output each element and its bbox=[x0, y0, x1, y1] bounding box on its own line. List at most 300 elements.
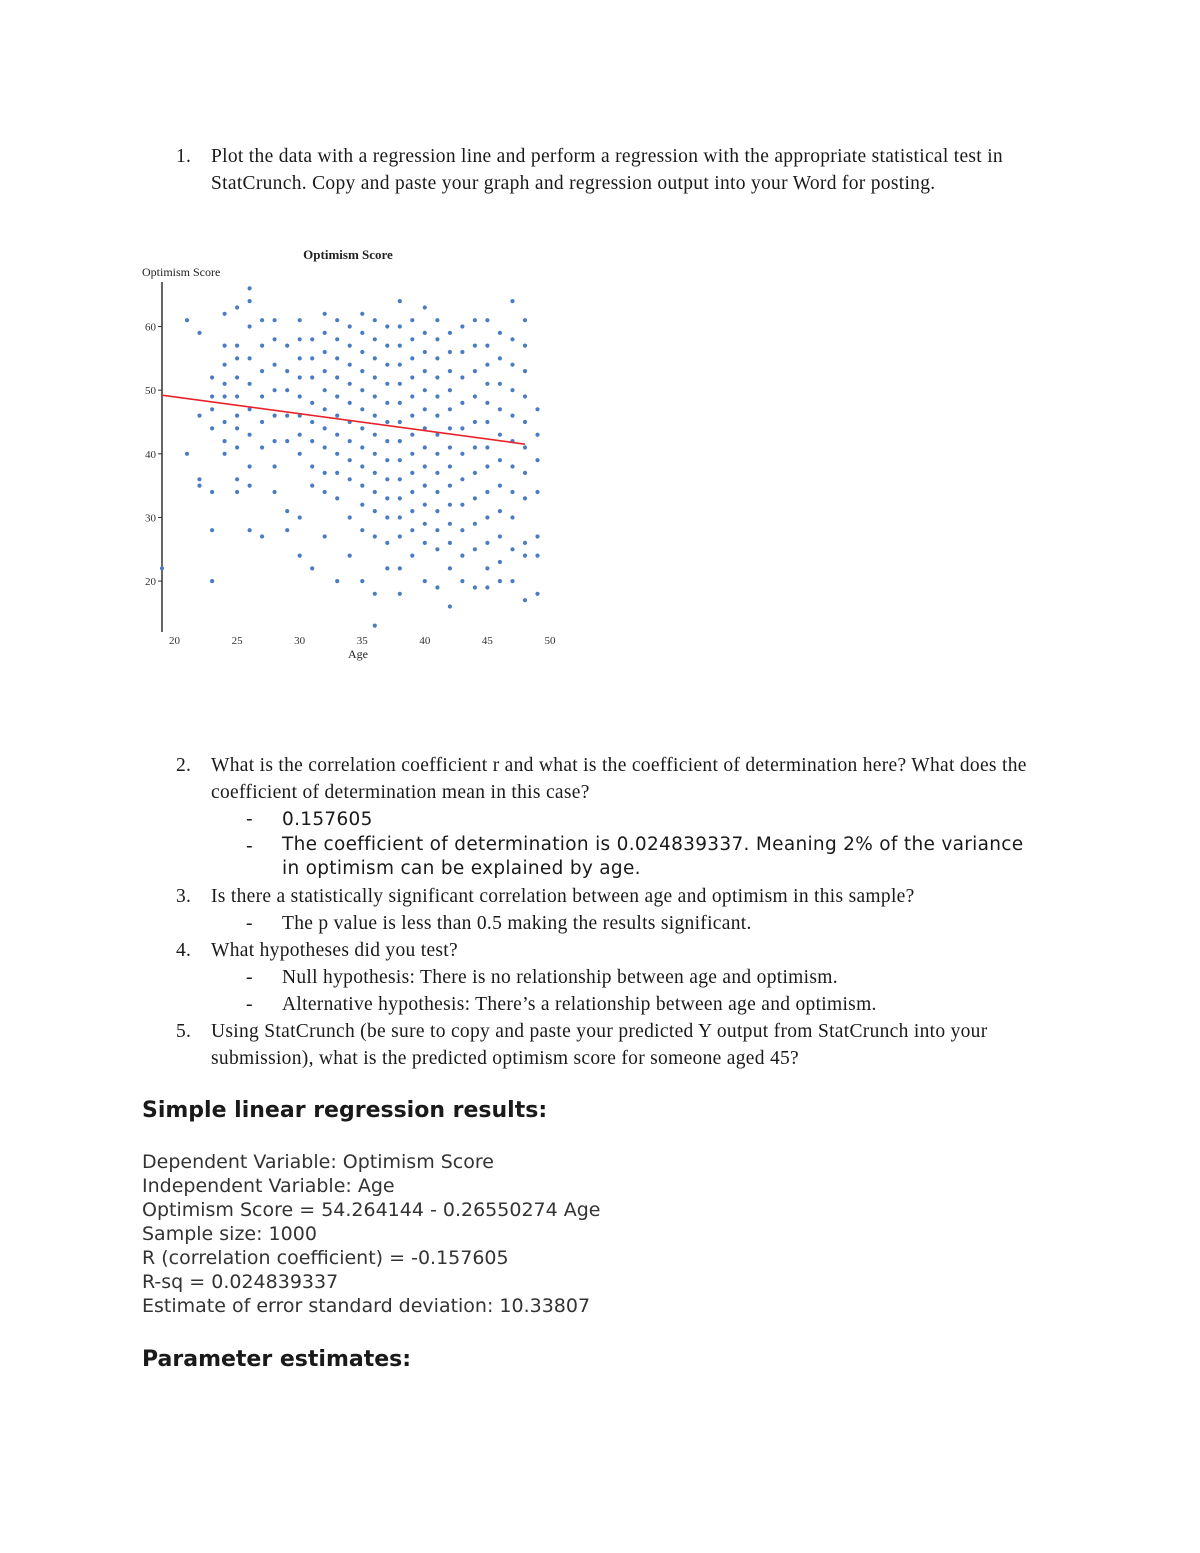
data-point bbox=[435, 528, 439, 532]
independent-variable: Independent Variable: Age bbox=[142, 1175, 395, 1197]
data-point bbox=[498, 331, 502, 335]
data-point bbox=[410, 509, 414, 513]
data-point bbox=[435, 452, 439, 456]
data-point bbox=[473, 496, 477, 500]
data-point bbox=[210, 579, 214, 583]
data-point bbox=[435, 337, 439, 341]
bullet-dash: - bbox=[246, 913, 253, 934]
x-axis-label: Age bbox=[348, 647, 368, 661]
data-point bbox=[448, 503, 452, 507]
data-point bbox=[510, 414, 514, 418]
data-point bbox=[435, 356, 439, 360]
data-point bbox=[460, 324, 464, 328]
data-point bbox=[485, 344, 489, 348]
data-point bbox=[410, 471, 414, 475]
question-number: 4. bbox=[176, 940, 192, 961]
data-point bbox=[498, 356, 502, 360]
data-point bbox=[385, 420, 389, 424]
data-point bbox=[423, 579, 427, 583]
x-tick-label: 25 bbox=[231, 635, 243, 647]
data-point bbox=[197, 484, 201, 488]
data-point bbox=[498, 484, 502, 488]
bullet-dash: - bbox=[246, 809, 253, 830]
data-point bbox=[373, 414, 377, 418]
data-point bbox=[523, 445, 527, 449]
data-point bbox=[260, 445, 264, 449]
data-point bbox=[335, 394, 339, 398]
data-point bbox=[535, 433, 539, 437]
data-point bbox=[485, 464, 489, 468]
data-point bbox=[235, 394, 239, 398]
data-point bbox=[460, 477, 464, 481]
data-point bbox=[510, 299, 514, 303]
correlation-coefficient: R (correlation coefficient) = -0.157605 bbox=[142, 1247, 509, 1269]
y-tick-label: 40 bbox=[145, 448, 156, 461]
data-point bbox=[398, 420, 402, 424]
question-number: 3. bbox=[176, 886, 192, 907]
x-tick-label: 40 bbox=[419, 635, 431, 647]
data-point bbox=[385, 496, 389, 500]
data-point bbox=[473, 318, 477, 322]
data-point bbox=[398, 382, 402, 386]
data-point bbox=[398, 401, 402, 405]
data-point bbox=[235, 490, 239, 494]
data-point bbox=[423, 350, 427, 354]
answer-text: The p value is less than 0.5 making the results significant. bbox=[282, 913, 752, 934]
data-point bbox=[285, 414, 289, 418]
data-point bbox=[373, 624, 377, 628]
data-points bbox=[160, 286, 540, 627]
data-point bbox=[523, 554, 527, 558]
data-point bbox=[273, 464, 277, 468]
data-point bbox=[398, 566, 402, 570]
data-point bbox=[385, 401, 389, 405]
x-tick-label: 50 bbox=[544, 635, 556, 647]
r-squared: R-sq = 0.024839337 bbox=[142, 1271, 339, 1293]
data-point bbox=[460, 426, 464, 430]
data-point bbox=[235, 445, 239, 449]
y-tick-label: 20 bbox=[145, 576, 156, 589]
results-heading: Simple linear regression results: bbox=[142, 1098, 548, 1123]
data-point bbox=[273, 363, 277, 367]
data-point bbox=[248, 484, 252, 488]
data-point bbox=[398, 299, 402, 303]
data-point bbox=[523, 318, 527, 322]
bullet-dash: - bbox=[246, 836, 253, 857]
data-point bbox=[323, 426, 327, 430]
data-point bbox=[510, 515, 514, 519]
data-point bbox=[398, 439, 402, 443]
data-point bbox=[535, 554, 539, 558]
data-point bbox=[360, 464, 364, 468]
data-point bbox=[498, 509, 502, 513]
data-point bbox=[285, 509, 289, 513]
y-tick-label: 60 bbox=[145, 321, 156, 334]
data-point bbox=[385, 324, 389, 328]
data-point bbox=[323, 490, 327, 494]
data-point bbox=[335, 375, 339, 379]
data-point bbox=[298, 318, 302, 322]
question-number: 5. bbox=[176, 1021, 192, 1042]
data-point bbox=[448, 388, 452, 392]
data-point bbox=[260, 344, 264, 348]
x-tick-label: 45 bbox=[481, 635, 493, 647]
x-tick-label: 30 bbox=[294, 635, 306, 647]
data-point bbox=[448, 426, 452, 430]
data-point bbox=[310, 356, 314, 360]
data-point bbox=[385, 458, 389, 462]
data-point bbox=[448, 484, 452, 488]
x-tick-label: 20 bbox=[169, 635, 181, 647]
data-point bbox=[323, 350, 327, 354]
data-point bbox=[448, 522, 452, 526]
data-point bbox=[260, 369, 264, 373]
data-point bbox=[360, 312, 364, 316]
data-point bbox=[485, 382, 489, 386]
scatter-chart bbox=[130, 240, 570, 680]
question-text: What hypotheses did you test? bbox=[211, 940, 458, 961]
data-point bbox=[235, 426, 239, 430]
data-point bbox=[523, 369, 527, 373]
data-point bbox=[260, 318, 264, 322]
data-point bbox=[248, 286, 252, 290]
parameter-heading: Parameter estimates: bbox=[142, 1347, 412, 1372]
data-point bbox=[398, 534, 402, 538]
data-point bbox=[285, 388, 289, 392]
data-point bbox=[310, 420, 314, 424]
data-point bbox=[298, 337, 302, 341]
data-point bbox=[460, 503, 464, 507]
data-point bbox=[210, 528, 214, 532]
data-point bbox=[335, 496, 339, 500]
data-point bbox=[210, 426, 214, 430]
data-point bbox=[510, 579, 514, 583]
data-point bbox=[285, 344, 289, 348]
data-point bbox=[335, 356, 339, 360]
data-point bbox=[348, 363, 352, 367]
data-point bbox=[310, 401, 314, 405]
data-point bbox=[348, 401, 352, 405]
data-point bbox=[323, 312, 327, 316]
data-point bbox=[235, 344, 239, 348]
data-point bbox=[160, 566, 164, 570]
data-point bbox=[298, 375, 302, 379]
data-point bbox=[360, 426, 364, 430]
regression-line bbox=[162, 395, 525, 444]
data-point bbox=[410, 375, 414, 379]
data-point bbox=[273, 414, 277, 418]
data-point bbox=[210, 394, 214, 398]
question-text: Is there a statistically significant correlation between age and optimism in this sample? bbox=[211, 886, 915, 907]
data-point bbox=[235, 305, 239, 309]
data-point bbox=[373, 452, 377, 456]
data-point bbox=[473, 369, 477, 373]
data-point bbox=[323, 534, 327, 538]
data-point bbox=[385, 382, 389, 386]
data-point bbox=[410, 554, 414, 558]
data-point bbox=[335, 337, 339, 341]
data-point bbox=[348, 477, 352, 481]
data-point bbox=[373, 337, 377, 341]
x-ticks bbox=[169, 635, 556, 647]
data-point bbox=[498, 458, 502, 462]
data-point bbox=[423, 484, 427, 488]
data-point bbox=[435, 414, 439, 418]
regression-equation: Optimism Score = 54.264144 - 0.26550274 Age bbox=[142, 1199, 601, 1221]
data-point bbox=[360, 369, 364, 373]
data-point bbox=[348, 344, 352, 348]
data-point bbox=[385, 439, 389, 443]
data-point bbox=[260, 394, 264, 398]
question-number: 1. bbox=[176, 146, 192, 167]
data-point bbox=[398, 477, 402, 481]
data-point bbox=[348, 439, 352, 443]
data-point bbox=[348, 382, 352, 386]
data-point bbox=[310, 439, 314, 443]
data-point bbox=[410, 433, 414, 437]
data-point bbox=[360, 503, 364, 507]
data-point bbox=[435, 490, 439, 494]
data-point bbox=[310, 484, 314, 488]
data-point bbox=[323, 331, 327, 335]
data-point bbox=[210, 375, 214, 379]
data-point bbox=[285, 369, 289, 373]
data-point bbox=[273, 388, 277, 392]
data-point bbox=[510, 337, 514, 341]
data-point bbox=[460, 350, 464, 354]
data-point bbox=[248, 464, 252, 468]
data-point bbox=[223, 344, 227, 348]
data-point bbox=[460, 375, 464, 379]
data-point bbox=[448, 369, 452, 373]
data-point bbox=[360, 388, 364, 392]
data-point bbox=[448, 350, 452, 354]
data-point bbox=[248, 324, 252, 328]
data-point bbox=[448, 541, 452, 545]
data-point bbox=[460, 579, 464, 583]
data-point bbox=[423, 464, 427, 468]
data-point bbox=[323, 445, 327, 449]
data-point bbox=[360, 579, 364, 583]
data-point bbox=[298, 433, 302, 437]
data-point bbox=[448, 407, 452, 411]
data-point bbox=[523, 541, 527, 545]
data-point bbox=[323, 407, 327, 411]
data-point bbox=[298, 554, 302, 558]
data-point bbox=[360, 528, 364, 532]
data-point bbox=[473, 394, 477, 398]
data-point bbox=[535, 490, 539, 494]
data-point bbox=[385, 363, 389, 367]
data-point bbox=[335, 433, 339, 437]
data-point bbox=[373, 509, 377, 513]
data-point bbox=[235, 375, 239, 379]
data-point bbox=[223, 382, 227, 386]
data-point bbox=[423, 522, 427, 526]
y-tick-label: 50 bbox=[145, 385, 156, 398]
data-point bbox=[185, 452, 189, 456]
data-point bbox=[235, 356, 239, 360]
data-point bbox=[385, 344, 389, 348]
data-point bbox=[385, 566, 389, 570]
data-point bbox=[460, 528, 464, 532]
data-point bbox=[298, 452, 302, 456]
data-point bbox=[423, 541, 427, 545]
data-point bbox=[398, 515, 402, 519]
data-point bbox=[373, 433, 377, 437]
question-text: What is the correlation coefficient r and what is the coefficient of determination here? What does the coefficient of determination mean in this case? bbox=[211, 755, 1027, 803]
data-point bbox=[285, 439, 289, 443]
data-point bbox=[323, 388, 327, 392]
data-point bbox=[360, 445, 364, 449]
data-point bbox=[473, 420, 477, 424]
data-point bbox=[385, 515, 389, 519]
data-point bbox=[248, 382, 252, 386]
data-point bbox=[423, 388, 427, 392]
data-point bbox=[523, 598, 527, 602]
data-point bbox=[473, 522, 477, 526]
data-point bbox=[373, 356, 377, 360]
data-point bbox=[348, 515, 352, 519]
data-point bbox=[435, 547, 439, 551]
data-point bbox=[373, 394, 377, 398]
data-point bbox=[460, 452, 464, 456]
answer-text: 0.157605 bbox=[282, 809, 373, 830]
data-point bbox=[398, 324, 402, 328]
data-point bbox=[473, 344, 477, 348]
data-point bbox=[197, 477, 201, 481]
data-point bbox=[485, 541, 489, 545]
data-point bbox=[373, 490, 377, 494]
data-point bbox=[485, 515, 489, 519]
chart-title: Optimism Score bbox=[303, 247, 393, 262]
data-point bbox=[335, 579, 339, 583]
data-point bbox=[423, 445, 427, 449]
data-point bbox=[373, 318, 377, 322]
data-point bbox=[423, 331, 427, 335]
data-point bbox=[423, 407, 427, 411]
data-point bbox=[498, 433, 502, 437]
data-point bbox=[485, 490, 489, 494]
data-point bbox=[373, 375, 377, 379]
data-point bbox=[248, 528, 252, 532]
answer-text: Alternative hypothesis: There’s a relationship between age and optimism. bbox=[282, 994, 877, 1015]
x-tick-label: 35 bbox=[356, 635, 368, 647]
data-point bbox=[235, 414, 239, 418]
data-point bbox=[223, 420, 227, 424]
data-point bbox=[197, 414, 201, 418]
error-sd: Estimate of error standard deviation: 10.33807 bbox=[142, 1295, 591, 1317]
data-point bbox=[197, 331, 201, 335]
data-point bbox=[348, 324, 352, 328]
data-point bbox=[498, 382, 502, 386]
data-point bbox=[335, 414, 339, 418]
data-point bbox=[223, 363, 227, 367]
data-point bbox=[510, 547, 514, 551]
data-point bbox=[223, 452, 227, 456]
data-point bbox=[460, 554, 464, 558]
data-point bbox=[473, 585, 477, 589]
answer-text: The coefficient of determination is 0.024839337. Meaning 2% of the variance in optimism can be explained by age. bbox=[282, 834, 1024, 879]
bullet-dash: - bbox=[246, 967, 253, 988]
data-point bbox=[285, 528, 289, 532]
data-point bbox=[448, 604, 452, 608]
data-point bbox=[523, 344, 527, 348]
data-point bbox=[260, 420, 264, 424]
sample-size: Sample size: 1000 bbox=[142, 1223, 317, 1245]
data-point bbox=[498, 579, 502, 583]
data-point bbox=[485, 401, 489, 405]
data-point bbox=[410, 394, 414, 398]
data-point bbox=[385, 541, 389, 545]
data-point bbox=[535, 592, 539, 596]
data-point bbox=[523, 394, 527, 398]
data-point bbox=[373, 471, 377, 475]
data-point bbox=[398, 344, 402, 348]
data-point bbox=[410, 490, 414, 494]
data-point bbox=[510, 363, 514, 367]
data-point bbox=[435, 375, 439, 379]
data-point bbox=[485, 585, 489, 589]
data-point bbox=[223, 439, 227, 443]
data-point bbox=[398, 458, 402, 462]
data-point bbox=[223, 394, 227, 398]
data-point bbox=[323, 369, 327, 373]
data-point bbox=[298, 394, 302, 398]
data-point bbox=[310, 337, 314, 341]
bullet-dash: - bbox=[246, 994, 253, 1015]
data-point bbox=[535, 458, 539, 462]
data-point bbox=[223, 312, 227, 316]
data-point bbox=[210, 490, 214, 494]
data-point bbox=[410, 356, 414, 360]
data-point bbox=[473, 445, 477, 449]
data-point bbox=[335, 452, 339, 456]
data-point bbox=[298, 515, 302, 519]
data-point bbox=[435, 585, 439, 589]
data-point bbox=[410, 337, 414, 341]
data-point bbox=[473, 547, 477, 551]
data-point bbox=[498, 407, 502, 411]
data-point bbox=[398, 496, 402, 500]
data-point bbox=[373, 592, 377, 596]
data-point bbox=[335, 471, 339, 475]
data-point bbox=[410, 318, 414, 322]
data-point bbox=[498, 560, 502, 564]
question-number: 2. bbox=[176, 755, 192, 776]
data-point bbox=[485, 363, 489, 367]
data-point bbox=[510, 388, 514, 392]
y-ticks bbox=[145, 322, 162, 589]
regression-results bbox=[142, 1150, 601, 1318]
data-point bbox=[348, 458, 352, 462]
question-text: Plot the data with a regression line and perform a regression with the appropriate statistical test in StatCrunch. Copy and paste your graph and regression output into your Word for posting. bbox=[211, 146, 1003, 194]
data-point bbox=[335, 318, 339, 322]
data-point bbox=[435, 318, 439, 322]
data-point bbox=[435, 394, 439, 398]
data-point bbox=[448, 445, 452, 449]
y-tick-label: 30 bbox=[145, 512, 156, 525]
data-point bbox=[298, 356, 302, 360]
data-point bbox=[398, 363, 402, 367]
data-point bbox=[273, 439, 277, 443]
data-point bbox=[460, 401, 464, 405]
data-point bbox=[485, 566, 489, 570]
data-point bbox=[510, 464, 514, 468]
data-point bbox=[323, 471, 327, 475]
question-text: Using StatCrunch (be sure to copy and paste your predicted Y output from StatCrunch into your submission), what is the predicted optimism score for someone aged 45? bbox=[211, 1021, 988, 1069]
dependent-variable: Dependent Variable: Optimism Score bbox=[142, 1151, 494, 1173]
